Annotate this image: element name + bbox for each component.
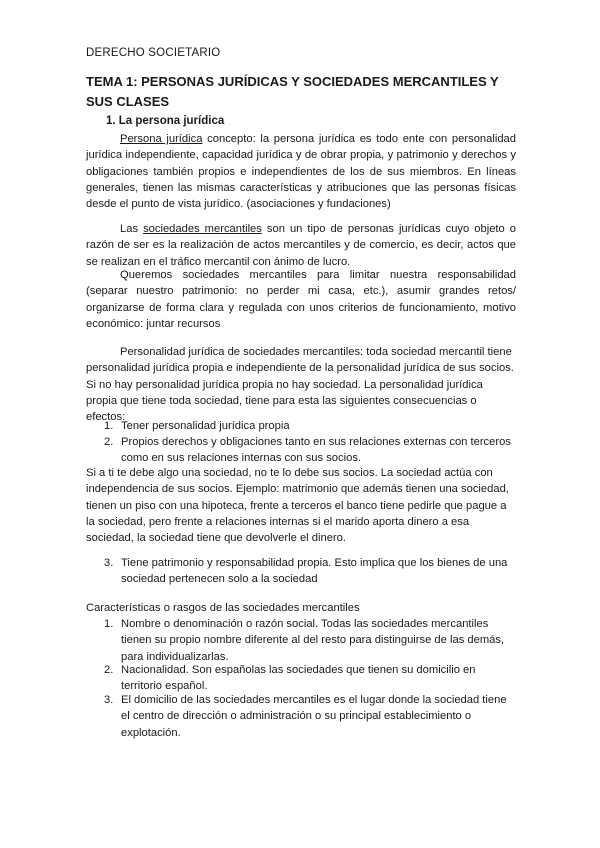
document-title: TEMA 1: PERSONAS JURÍDICAS Y SOCIEDADES MERCANTILES Y SUS CLASES bbox=[86, 74, 499, 109]
paragraph-sociedades-mercantiles bbox=[86, 221, 516, 270]
list-item bbox=[86, 662, 516, 695]
list-item bbox=[86, 616, 516, 665]
paragraph-caracteristicas bbox=[86, 600, 516, 616]
list-text: Propios derechos y obligaciones tanto en sus relaciones externas con terceros como en sus relaciones internas con sus socios. bbox=[121, 436, 511, 465]
paragraph-persona-juridica bbox=[86, 131, 516, 212]
list-item bbox=[86, 692, 516, 741]
list-text: El domicilio de las sociedades mercantiles es el lugar donde la sociedad tiene el centro de dirección o administración o su principal establecimiento o explotación. bbox=[121, 694, 507, 739]
paragraph-text: Queremos sociedades mercantiles para limitar nuestra responsabilidad (separar nuestro patrimonio: no perder mi casa, etc.), asumir grandes retos/ organizarse de forma clara y regulada con unos criterios de funcionamiento, motivo económico: juntar recursos bbox=[86, 269, 516, 330]
term-sociedades-mercantiles: sociedades mercantiles bbox=[143, 223, 262, 235]
list-item bbox=[86, 434, 516, 467]
list-number: 2. bbox=[104, 436, 114, 448]
list-item bbox=[86, 418, 516, 434]
document-header: DERECHO SOCIETARIO bbox=[86, 47, 221, 59]
paragraph-text: concepto: la persona jurídica es todo ente con personalidad jurídica independiente, capacidad jurídica y de obrar propia, y patrimonio y derechos y obligaciones también propios e independientes de los de sus miembros. En líneas generales, tienen las mismas características y atribuciones que las personas físicas desde el punto de vista jurídico. (asociaciones y fundaciones) bbox=[86, 133, 516, 211]
paragraph-text: Características o rasgos de las sociedades mercantiles bbox=[86, 602, 360, 614]
list-number: 3. bbox=[104, 557, 114, 569]
paragraph-text: Si a ti te debe algo una sociedad, no te lo debe sus socios. La sociedad actúa con independencia de sus socios. Ejemplo: matrimonio que además tienen una sociedad, tienen un piso con una hipoteca, frente a terceros el banco tiene pedirle que pague a la sociedad, pero frente a relaciones internas si el marido aporta dinero a esa sociedad, la sociedad tiene que devolverle el dinero. bbox=[86, 467, 509, 545]
list-text: Tener personalidad jurídica propia bbox=[121, 420, 290, 432]
paragraph-personalidad bbox=[86, 344, 516, 425]
list-text: Nombre o denominación o razón social. Todas las sociedades mercantiles tienen su propio nombre diferente al del resto para distinguirse de las demás, para individualizarlas. bbox=[121, 618, 505, 663]
list-text: Nacionalidad. Son españolas las sociedades que tienen su domicilio en territorio español. bbox=[121, 664, 476, 693]
list-text: Tiene patrimonio y responsabilidad propia. Esto implica que los bienes de una sociedad pertenecen solo a la sociedad bbox=[121, 557, 508, 586]
list-number: 1. bbox=[104, 618, 114, 630]
paragraph-text: Personalidad jurídica de sociedades mercantiles: toda sociedad mercantil tiene personalidad jurídica propia e independiente de la personalidad jurídica de sus socios. Si no hay personalidad jurídica propia no hay sociedad. La personalidad jurídica propia que tiene toda sociedad, tiene para esta las siguientes consecuencias o efectos: bbox=[86, 346, 514, 424]
paragraph-text: son un tipo de personas jurídicas cuyo objeto o razón de ser es la realización de actos mercantiles y de comercio, es decir, actos que se realizan en el tráfico mercantil con ánimo de lucro. bbox=[86, 223, 516, 268]
section-heading: 1. La persona jurídica bbox=[106, 115, 225, 127]
paragraph-motivos bbox=[86, 267, 516, 332]
list-number: 3. bbox=[104, 694, 114, 706]
list-number: 1. bbox=[104, 420, 114, 432]
paragraph-ejemplo bbox=[86, 465, 516, 546]
paragraph-text: Las bbox=[120, 223, 144, 235]
list-number: 2. bbox=[104, 664, 114, 676]
term-persona-juridica: Persona jurídica bbox=[120, 133, 203, 145]
list-item bbox=[86, 555, 516, 588]
